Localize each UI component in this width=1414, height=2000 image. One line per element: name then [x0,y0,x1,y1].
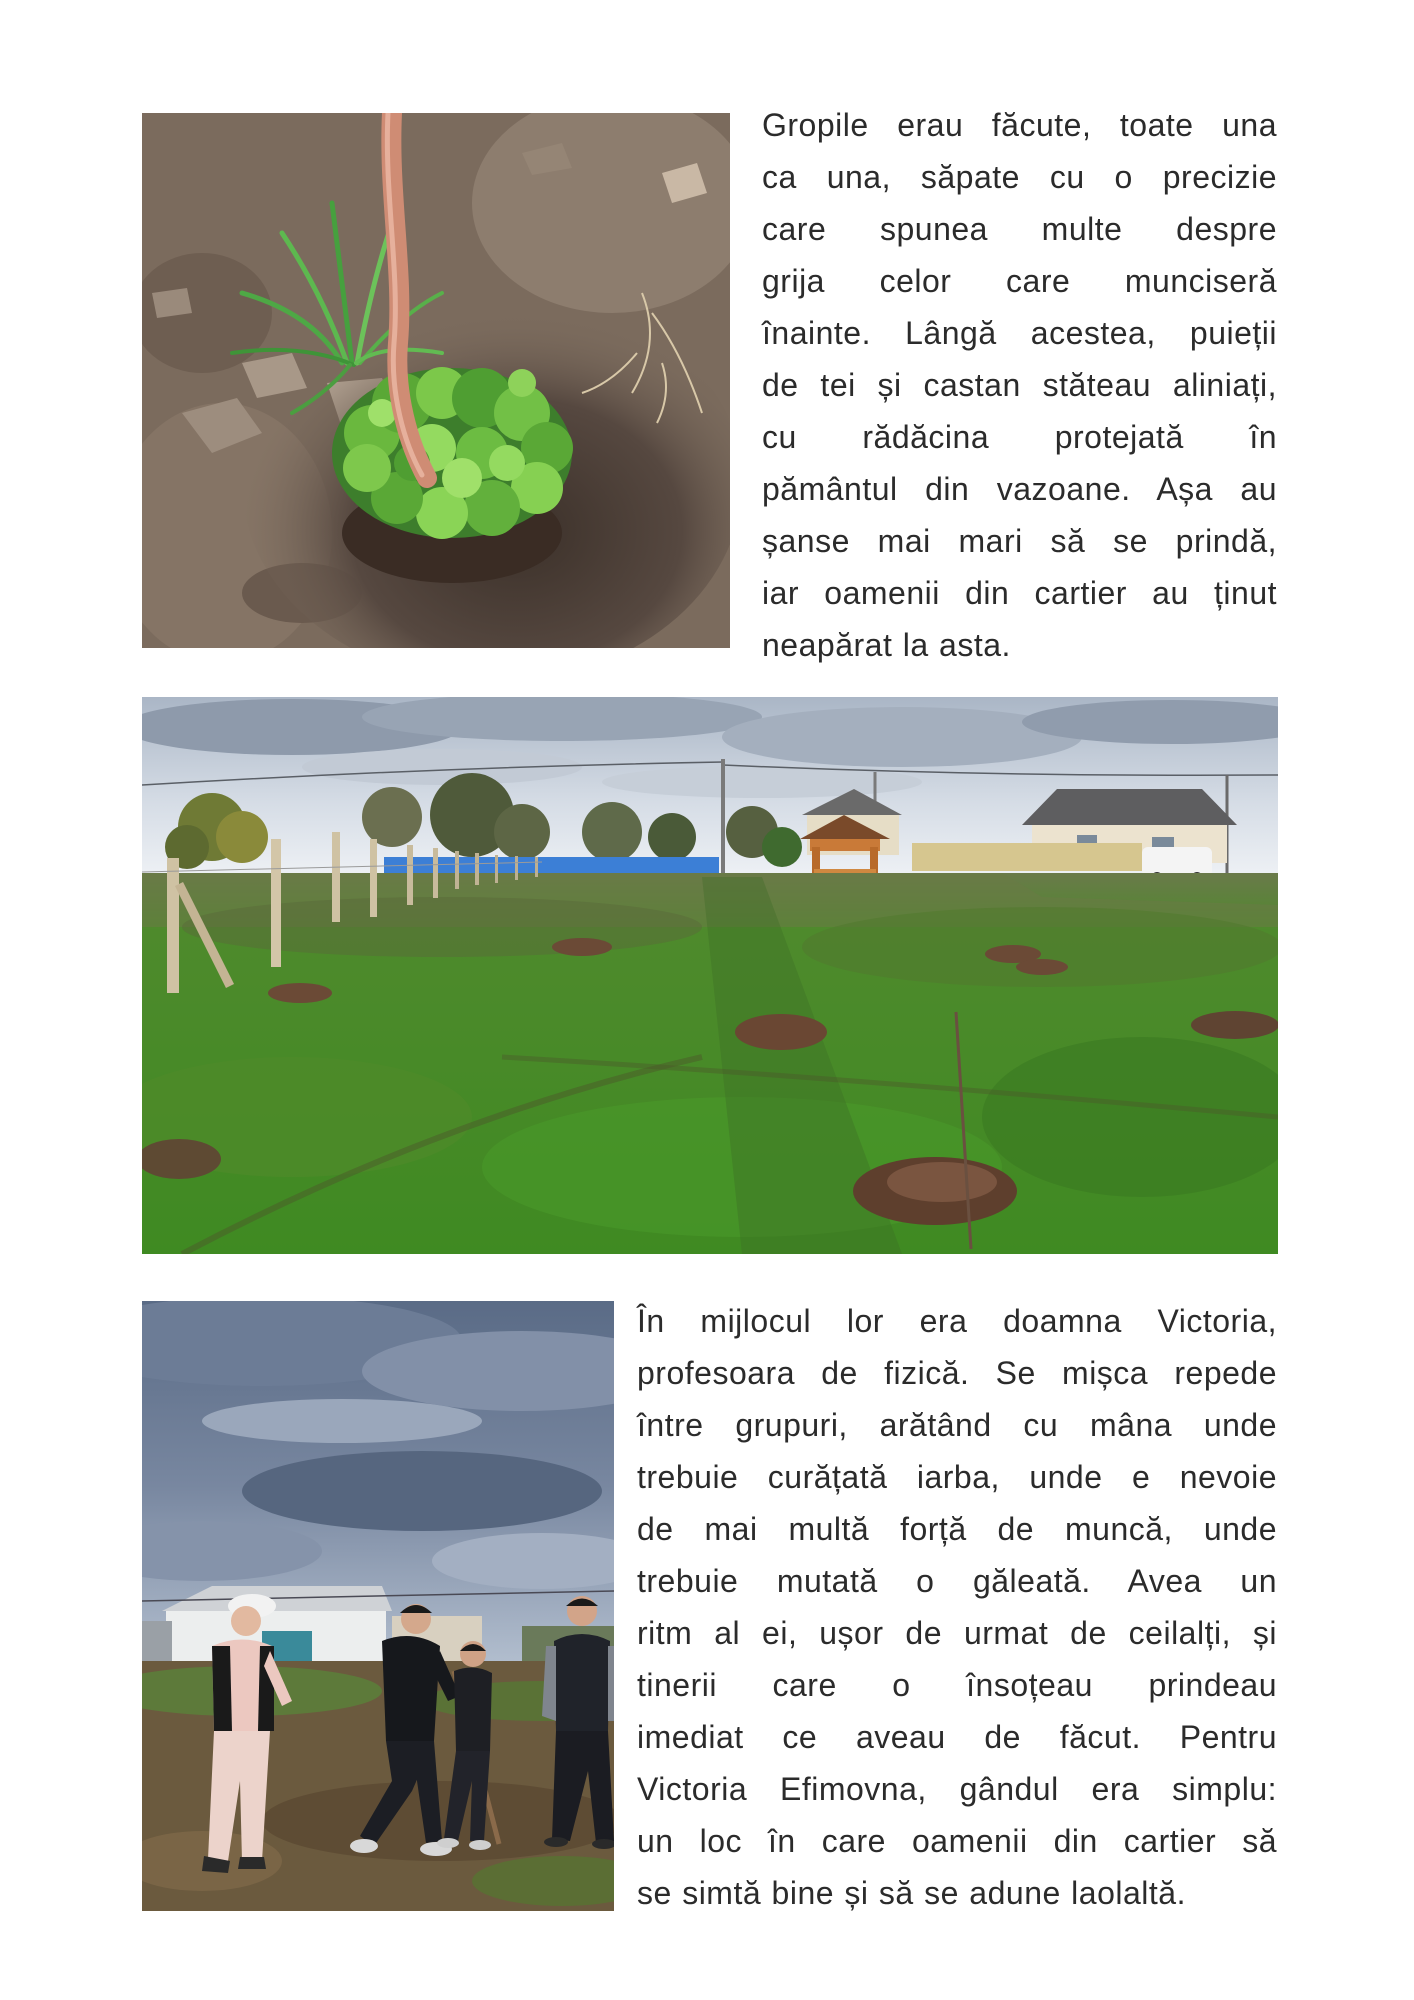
text-line: Gropile erau făcute, toate una [762,107,1277,143]
text-line: neapărat la asta. [762,627,1011,663]
seedling-photo [142,113,730,648]
text-line: tinerii care o însoțeau prindeau [637,1667,1277,1703]
field-photo [142,697,1278,1254]
text-line: de mai multă forță de muncă, unde [637,1511,1277,1547]
text-line: pământul din vazoane. Așa au [762,471,1277,507]
text-line: de tei și castan stăteau aliniați, [762,367,1277,403]
seedling-leaves [332,367,573,539]
paragraph-planting-holes [762,99,1277,671]
text-line: profesoara de fizică. Se mișca repede [637,1355,1277,1391]
volunteers-photo [142,1301,614,1911]
text-line: un loc în care oamenii din cartier să [637,1823,1277,1859]
text-line: grija celor care munciseră [762,263,1277,299]
text-line: Victoria Efimovna, gândul era simplu: [637,1771,1277,1807]
text-line: trebuie curățată iarba, unde e nevoie [637,1459,1277,1495]
text-line: iar oamenii din cartier au ținut [762,575,1277,611]
text-line: trebuie mutată o găleată. Avea un [637,1563,1277,1599]
text-line: În mijlocul lor era doamna Victoria, [637,1303,1277,1339]
text-line: între grupuri, arătând cu mâna unde [637,1407,1277,1443]
text-line: înainte. Lângă acestea, puieții [762,315,1277,351]
text-line: imediat ce aveau de făcut. Pentru [637,1719,1277,1755]
paragraph-victoria [637,1295,1277,1919]
text-line: șanse mai mari să se prindă, [762,523,1277,559]
text-line: se simtă bine și să se adune laolaltă. [637,1875,1186,1911]
grass-field [142,873,1278,1254]
text-line: care spunea multe despre [762,211,1277,247]
text-line: cu rădăcina protejată în [762,419,1277,455]
text-line: ritm al ei, ușor de urmat de ceilalți, și [637,1615,1277,1651]
text-line: ca una, săpate cu o precizie [762,159,1277,195]
